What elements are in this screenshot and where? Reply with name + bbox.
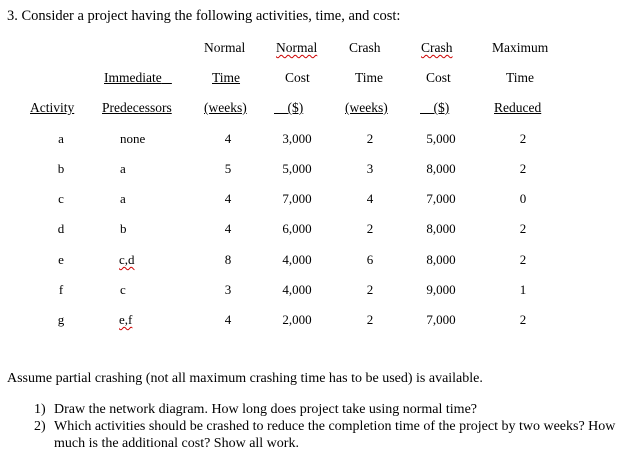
cell-crash-time: 2 bbox=[366, 221, 374, 236]
header-reduced: Reduced bbox=[494, 100, 542, 115]
question-title: 3. Consider a project having the following activities, time, and cost: bbox=[7, 8, 401, 24]
cell-normal-cost: 4,000 bbox=[282, 252, 312, 267]
cell-max-reduced: 2 bbox=[519, 312, 527, 327]
task-text: Draw the network diagram. How long does project take using normal time? bbox=[54, 402, 477, 417]
cell-predecessor: c,d bbox=[119, 252, 135, 267]
cell-crash-cost: 7,000 bbox=[426, 312, 456, 327]
cell-normal-time: 4 bbox=[224, 131, 232, 146]
cell-normal-time: 3 bbox=[224, 282, 232, 297]
header-normal-cost-mid: Cost bbox=[285, 70, 310, 85]
task-number: 1) bbox=[34, 402, 46, 417]
cell-max-reduced: 2 bbox=[519, 161, 527, 176]
cell-predecessor: none bbox=[120, 131, 146, 146]
cell-crash-time: 2 bbox=[366, 282, 374, 297]
header-normal-time-top: Normal bbox=[204, 40, 246, 55]
cell-normal-time: 5 bbox=[224, 161, 232, 176]
header-predecessors: Predecessors bbox=[102, 100, 172, 115]
cell-activity: g bbox=[57, 312, 65, 327]
cell-normal-time: 4 bbox=[224, 312, 232, 327]
cell-crash-time: 2 bbox=[366, 312, 374, 327]
header-crash-cost-mid: Cost bbox=[426, 70, 451, 85]
cell-crash-cost: 7,000 bbox=[426, 191, 456, 206]
header-max-mid: Time bbox=[506, 70, 535, 85]
cell-predecessor: b bbox=[120, 221, 127, 236]
cell-activity: b bbox=[57, 161, 65, 176]
header-activity: Activity bbox=[30, 100, 75, 115]
cell-max-reduced: 1 bbox=[519, 282, 527, 297]
cell-crash-time: 4 bbox=[366, 191, 374, 206]
cell-normal-cost: 7,000 bbox=[282, 191, 312, 206]
cell-activity: a bbox=[58, 131, 64, 146]
header-immediate: Immediate bbox=[104, 70, 162, 85]
cell-max-reduced: 2 bbox=[519, 221, 527, 236]
header-crash-time-mid: Time bbox=[355, 70, 384, 85]
header-crash-weeks: (weeks) bbox=[345, 100, 388, 115]
cell-crash-cost: 8,000 bbox=[426, 161, 456, 176]
cell-activity: e bbox=[58, 252, 64, 267]
header-normal-time-mid: Time bbox=[212, 70, 241, 85]
cell-predecessor: e,f bbox=[119, 312, 133, 327]
cell-crash-cost: 5,000 bbox=[426, 131, 456, 146]
cell-normal-cost: 2,000 bbox=[282, 312, 312, 327]
cell-activity: d bbox=[57, 221, 65, 236]
cell-normal-time: 4 bbox=[224, 221, 232, 236]
header-normal-cost-top: Normal bbox=[276, 40, 318, 55]
cell-max-reduced: 2 bbox=[519, 252, 527, 267]
cell-crash-time: 3 bbox=[366, 161, 374, 176]
cell-crash-cost: 8,000 bbox=[426, 221, 456, 236]
task-number: 2) bbox=[34, 419, 46, 434]
cell-predecessor: c bbox=[120, 282, 126, 297]
cell-normal-cost: 4,000 bbox=[282, 282, 312, 297]
cell-crash-cost: 9,000 bbox=[426, 282, 456, 297]
task-text: Which activities should be crashed to reduce the completion time of the project by two weeks? How much is the additional cost? Show all work. bbox=[54, 419, 616, 451]
header-weeks: (weeks) bbox=[204, 100, 247, 115]
cell-normal-time: 4 bbox=[224, 191, 232, 206]
header-crash-cost-top: Crash bbox=[421, 40, 453, 55]
cell-normal-cost: 3,000 bbox=[282, 131, 312, 146]
cell-crash-time: 6 bbox=[366, 252, 374, 267]
cell-activity: c bbox=[58, 191, 64, 206]
cell-normal-time: 8 bbox=[224, 252, 232, 267]
cell-crash-time: 2 bbox=[366, 131, 374, 146]
cell-predecessor: a bbox=[120, 161, 126, 176]
list-item bbox=[34, 418, 624, 452]
header-crash-time-top: Crash bbox=[349, 40, 381, 55]
cell-max-reduced: 0 bbox=[519, 191, 527, 206]
list-item bbox=[34, 401, 624, 418]
cell-crash-cost: 8,000 bbox=[426, 252, 456, 267]
task-list bbox=[34, 401, 624, 452]
cell-normal-cost: 5,000 bbox=[282, 161, 312, 176]
cell-max-reduced: 2 bbox=[519, 131, 527, 146]
header-crash-dollar: ($) bbox=[433, 100, 450, 115]
cell-predecessor: a bbox=[120, 191, 126, 206]
header-dollar: ($) bbox=[287, 100, 304, 115]
cell-normal-cost: 6,000 bbox=[282, 221, 312, 236]
cell-activity: f bbox=[58, 282, 64, 297]
assumption-note: Assume partial crashing (not all maximum crashing time has to be used) is available. bbox=[7, 371, 483, 386]
header-max-top: Maximum bbox=[492, 40, 549, 55]
